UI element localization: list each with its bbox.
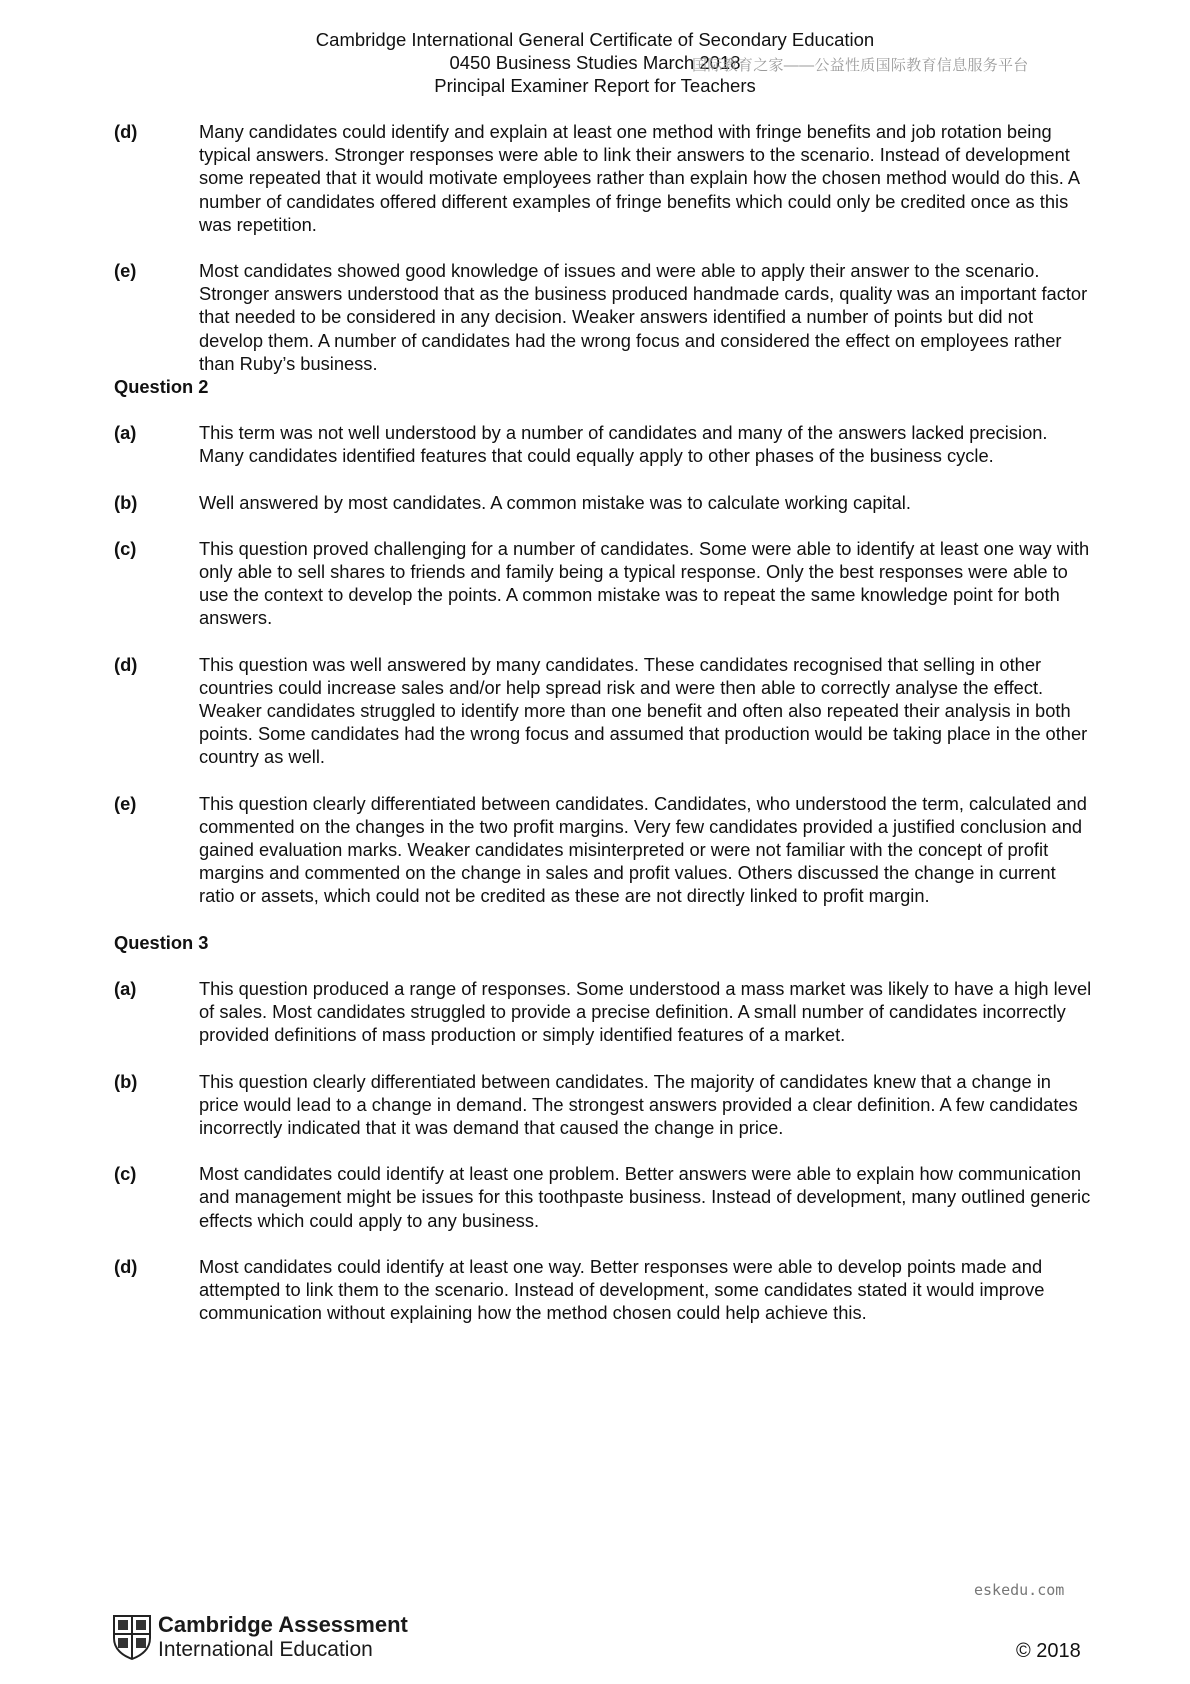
item-label: (a): [114, 422, 137, 444]
watermark: 国际教育之家——公益性质国际教育信息服务平台: [692, 57, 1029, 74]
item-text: This question proved challenging for a number of candidates. Some were able to identify at least one way with only able to sell shares to friends and family being a typical response. Only the best responses were able to use the context to develop the points. A common mistake was to repeat the same knowledge point for both answers.: [199, 537, 1090, 629]
list-item: [114, 1255, 1094, 1325]
item-text: This question clearly differentiated between candidates. The majority of candidates knew that a change in price would lead to a change in demand. The strongest answers provided a clear definition. A few candidates incorrectly indicated that it was demand that caused the change in price.: [199, 1070, 1078, 1138]
logo-line-1: Cambridge Assessment: [158, 1612, 408, 1637]
list-item: [114, 537, 1094, 630]
item-text: Most candidates could identify at least one problem. Better answers were able to explain how communication and management might be issues for this toothpaste business. Instead of development, many outlined generic effects which could apply to any business.: [199, 1163, 1091, 1231]
question-heading: Question 2: [114, 376, 209, 398]
header-line-2: 0450 Business Studies March 2018: [449, 52, 741, 73]
list-item: [114, 653, 1094, 769]
item-text: Most candidates could identify at least one way. Better responses were able to develop points made and attempted to link them to the scenario. Instead of development, some candidates stated it would improve communication without explaining how the method chosen could help achieve this.: [199, 1255, 1045, 1324]
header-line-3: Principal Examiner Report for Teachers: [434, 75, 756, 96]
item-text: This question was well answered by many candidates. These candidates recognised that selling in other countries could increase sales and/or help spread risk and were then able to correctly analyse the effect. Weaker candidates struggled to identify more than one benefit and often also repeated their analysis in both points. Some candidates had the wrong focus and assumed that production would be taking place in the other country as well.: [199, 653, 1088, 768]
item-label: (b): [114, 1070, 138, 1092]
item-label: (b): [114, 491, 138, 513]
item-text: Most candidates showed good knowledge of issues and were able to apply their answer to the scenario. Stronger answers understood that as the business produced handmade cards, quality was an important factor that needed to be considered in any decision. Weaker answers identified a number of points but did not develop them. A number of candidates had the wrong focus and considered the effect on employees rather than Ruby’s business.: [199, 260, 1088, 374]
header-line-1: Cambridge International General Certificate of Secondary Education: [315, 29, 875, 50]
item-text: Many candidates could identify and explain at least one method with fringe benefits and job rotation being typical answers. Stronger responses were able to link their answers to the scenario. Instead of development some repeated that it would motivate employees rather than explain how the chosen method would do this. A number of candidates offered different examples of fringe benefits which could only be credited once as this was repetition.: [199, 121, 1080, 235]
list-item: [114, 421, 1094, 467]
item-label: (c): [114, 537, 137, 559]
item-text: This term was not well understood by a number of candidates and many of the answers lacked precision. Many candidates identified features that could equally apply to other phases of the business cycle.: [199, 422, 1048, 467]
item-label: (d): [114, 653, 138, 675]
list-item: [114, 1162, 1094, 1232]
crest-icon: [112, 1614, 152, 1660]
item-label: (d): [114, 121, 138, 142]
logo-line-2: International Education: [158, 1638, 373, 1661]
cambridge-logo: [112, 1612, 408, 1662]
item-label: (d): [114, 1255, 138, 1277]
site-watermark: eskedu.com: [974, 1581, 1065, 1599]
report-body: [114, 120, 1094, 1347]
list-item: [114, 491, 1094, 514]
list-item: [114, 1070, 1094, 1140]
item-label: (a): [114, 977, 137, 999]
list-item: [114, 120, 1094, 236]
question-heading: Question 3: [114, 931, 209, 953]
item-text: This question clearly differentiated between candidates. Candidates, who understood the term, calculated and commented on the changes in the two profit margins. Very few candidates provided a justified conclusion and gained evaluation marks. Weaker candidates misinterpreted or were not familiar with the concept of profit margins and commented on the change in sales and profit values. Others discussed the change in current ratio or assets, which could not be credited as these are not directly linked to profit margin.: [199, 792, 1087, 907]
item-label: (e): [114, 260, 137, 282]
list-item: [114, 792, 1094, 908]
item-label: (e): [114, 792, 137, 814]
list-item: [114, 259, 1094, 375]
list-item: [114, 977, 1094, 1047]
copyright: © 2018: [1016, 1640, 1081, 1662]
item-text: Well answered by most candidates. A common mistake was to calculate working capital.: [199, 491, 911, 513]
item-text: This question produced a range of responses. Some understood a mass market was likely to have a high level of sales. Most candidates struggled to provide a precise definition. A small number of candidates incorrectly provided definitions of mass production or simply identified features of a market.: [199, 977, 1092, 1046]
item-label: (c): [114, 1163, 137, 1185]
